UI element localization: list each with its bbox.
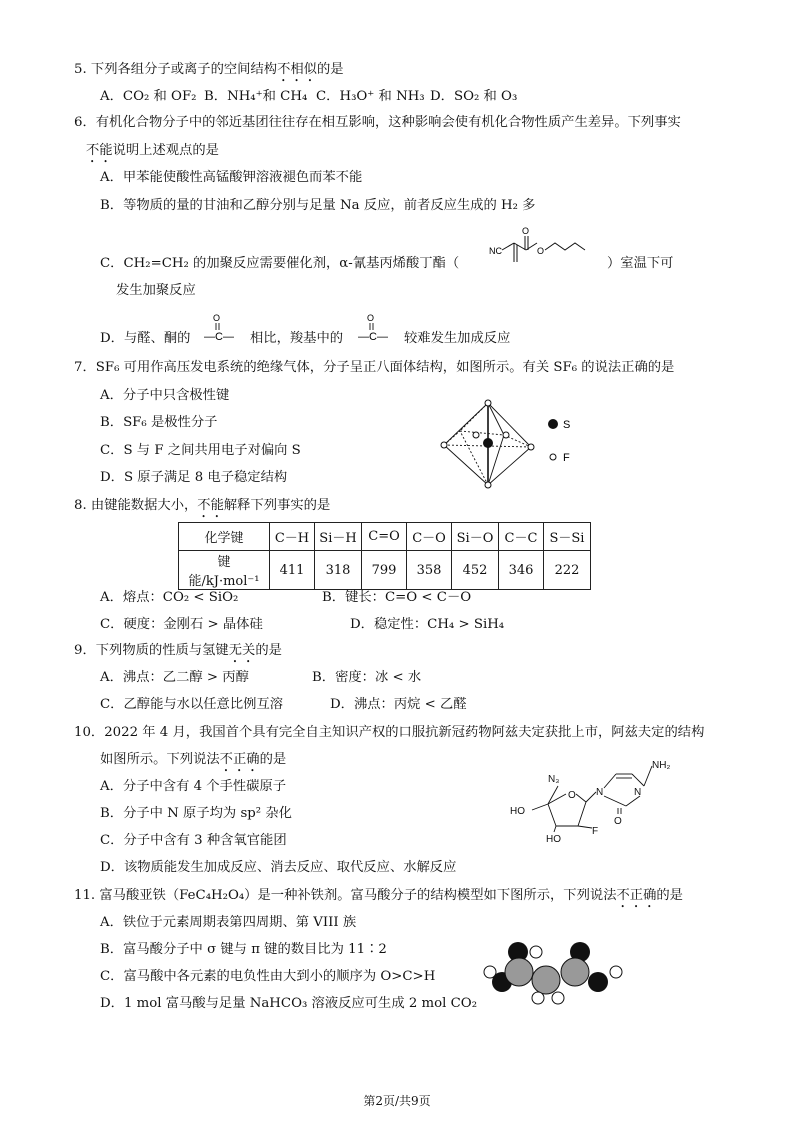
svg-text:—C—: —C— xyxy=(204,331,234,343)
q6-stem-line1: 6．有机化合物分子中的邻近基团往往存在相互影响，这种影响会使有机化合物性质产生差异。下列事实 xyxy=(74,115,681,130)
q6-option-d-part2: 相比，羧基中的 xyxy=(250,331,344,346)
q6-stem-line2: 不能说明上述观点的是 xyxy=(86,143,219,158)
q10-option-d: D．该物质能发生加成反应、消去反应、取代反应、水解反应 xyxy=(100,860,457,875)
q6-option-c-line1-end: ）室温下可 xyxy=(607,256,674,271)
q9-option-c: C．乙醇能与水以任意比例互溶 xyxy=(100,697,284,712)
table-cell: Si－O xyxy=(452,523,499,551)
table-cell: 222 xyxy=(544,551,591,590)
q7-option-c: C．S 与 F 之间共用电子对偏向 S xyxy=(100,443,301,458)
table-cell: 411 xyxy=(270,551,315,590)
table-cell: S－Si xyxy=(544,523,591,551)
q6-option-c-line1: C．CH₂=CH₂ 的加聚反应需要催化剂，α-氰基丙烯酸丁酯（ xyxy=(100,256,460,271)
q6-option-a: A．甲苯能使酸性高锰酸钾溶液褪色而苯不能 xyxy=(100,170,363,185)
table-cell: 化学键 xyxy=(179,523,270,551)
q10-stem-line2: 如图所示。下列说法不正确的是 xyxy=(100,752,287,767)
q9-stem: 9．下列物质的性质与氢键无关的是 xyxy=(74,643,282,658)
q11-option-a: A．铁位于元素周期表第四周期、第 VIII 族 xyxy=(100,915,357,930)
q11-option-d: D．1 mol 富马酸与足量 NaHCO₃ 溶液反应可生成 2 mol CO₂ xyxy=(100,996,478,1011)
table-cell: 346 xyxy=(499,551,544,590)
q9-option-d: D．沸点：丙烷 < 乙醛 xyxy=(330,697,467,712)
q9-option-a: A．沸点：乙二醇 > 丙醇 xyxy=(100,670,249,685)
bond-energy-table xyxy=(178,522,591,590)
svg-text:N₃: N₃ xyxy=(548,774,560,785)
table-cell: 799 xyxy=(362,551,407,590)
carboxyl-carbonyl-icon xyxy=(358,312,398,346)
q6-option-d-part1: D．与醛、酮的 xyxy=(100,331,191,346)
q7-option-d: D．S 原子满足 8 电子稳定结构 xyxy=(100,470,288,485)
q5-option-d: D．SO₂ 和 O₃ xyxy=(430,89,518,104)
q11-option-c: C．富马酸中各元素的电负性由大到小的顺序为 O>C>H xyxy=(100,969,436,984)
svg-text:—C—: —C— xyxy=(358,331,388,343)
table-cell: 318 xyxy=(315,551,362,590)
carbonyl-o-label: O xyxy=(522,226,530,236)
svg-text:N: N xyxy=(596,787,604,798)
q7-stem: 7．SF₆ 可用作高压发电系统的绝缘气体，分子呈正八面体结构，如图所示。有关 SF₆ 的说法正确的是 xyxy=(74,360,675,375)
svg-text:NH₂: NH₂ xyxy=(652,760,671,771)
table-header-row xyxy=(179,523,591,551)
svg-text:O: O xyxy=(213,313,221,323)
table-cell: 键能/kJ·mol⁻¹ xyxy=(179,551,270,590)
table-cell: C－O xyxy=(407,523,452,551)
q5-option-c: C．H₃O⁺ 和 NH₃ xyxy=(316,89,425,104)
svg-text:O: O xyxy=(367,313,375,323)
table-cell: C=O xyxy=(362,523,407,551)
carbonyl-group-icon xyxy=(204,312,244,346)
table-row xyxy=(179,551,591,590)
nc-label: NC xyxy=(489,246,502,256)
q10-option-b: B．分子中 N 原子均为 sp² 杂化 xyxy=(100,806,292,821)
table-cell: C－H xyxy=(270,523,315,551)
table-cell: C－C xyxy=(499,523,544,551)
q8-option-a: A．熔点：CO₂ < SiO₂ xyxy=(100,590,239,605)
q10-stem-line1: 10．2022 年 4 月，我国首个具有完全自主知识产权的口服抗新冠药物阿兹夫定获批上市，阿兹夫定的结构 xyxy=(74,725,705,740)
svg-text:N: N xyxy=(634,787,642,798)
fumaric-acid-model-icon xyxy=(478,938,628,1030)
q8-option-c: C．硬度：金刚石 > 晶体硅 xyxy=(100,617,263,632)
q6-option-c-line2: 发生加聚反应 xyxy=(116,283,196,298)
q11-stem: 11. 富马酸亚铁（FeC₄H₂O₄）是一种补铁剂。富马酸分子的结构模型如下图所示，下列说法不正确的是 xyxy=(74,888,683,903)
q10-option-c: C．分子中含有 3 种含氧官能团 xyxy=(100,833,287,848)
q5-stem: 5. 下列各组分子或离子的空间结构不相似的是 xyxy=(74,62,344,77)
q8-stem: 8. 由键能数据大小，不能解释下列事实的是 xyxy=(74,498,331,513)
q11-option-b: B．富马酸分子中 σ 键与 π 键的数目比为 11∶2 xyxy=(100,942,387,957)
svg-text:HO: HO xyxy=(546,834,561,845)
table-cell: 358 xyxy=(407,551,452,590)
svg-text:F: F xyxy=(592,826,599,837)
q7-option-a: A．分子中只含极性键 xyxy=(100,388,230,403)
q8-option-b: B．键长：C=O < C－O xyxy=(322,590,472,605)
q6-option-b: B．等物质的量的甘油和乙醇分别与足量 Na 反应，前者反应生成的 H₂ 多 xyxy=(100,198,536,213)
q6-option-d-part3: 较难发生加成反应 xyxy=(404,331,511,346)
q7-option-b: B．SF₆ 是极性分子 xyxy=(100,415,218,430)
q10-option-a: A．分子中含有 4 个手性碳原子 xyxy=(100,779,287,794)
cyanoacrylate-structure-icon xyxy=(485,226,595,270)
svg-text:O: O xyxy=(568,790,576,801)
q5-option-a: A．CO₂ 和 OF₂ xyxy=(100,89,197,104)
azvudine-structure-icon xyxy=(500,752,710,852)
legend-s-label: S xyxy=(563,419,571,431)
ester-o-label: O xyxy=(537,246,545,256)
svg-text:O: O xyxy=(614,816,622,827)
q8-option-d: D．稳定性：CH₄ > SiH₄ xyxy=(350,617,505,632)
q5-option-b: B．NH₄⁺和 CH₄ xyxy=(204,89,308,104)
table-cell: 452 xyxy=(452,551,499,590)
sf6-octahedron-icon xyxy=(436,395,586,493)
q9-option-b: B．密度：冰 < 水 xyxy=(312,670,422,685)
table-cell: Si－H xyxy=(315,523,362,551)
svg-text:HO: HO xyxy=(510,806,525,817)
page-footer: 第2页/共9页 xyxy=(363,1094,431,1108)
legend-f-label: F xyxy=(563,452,570,464)
